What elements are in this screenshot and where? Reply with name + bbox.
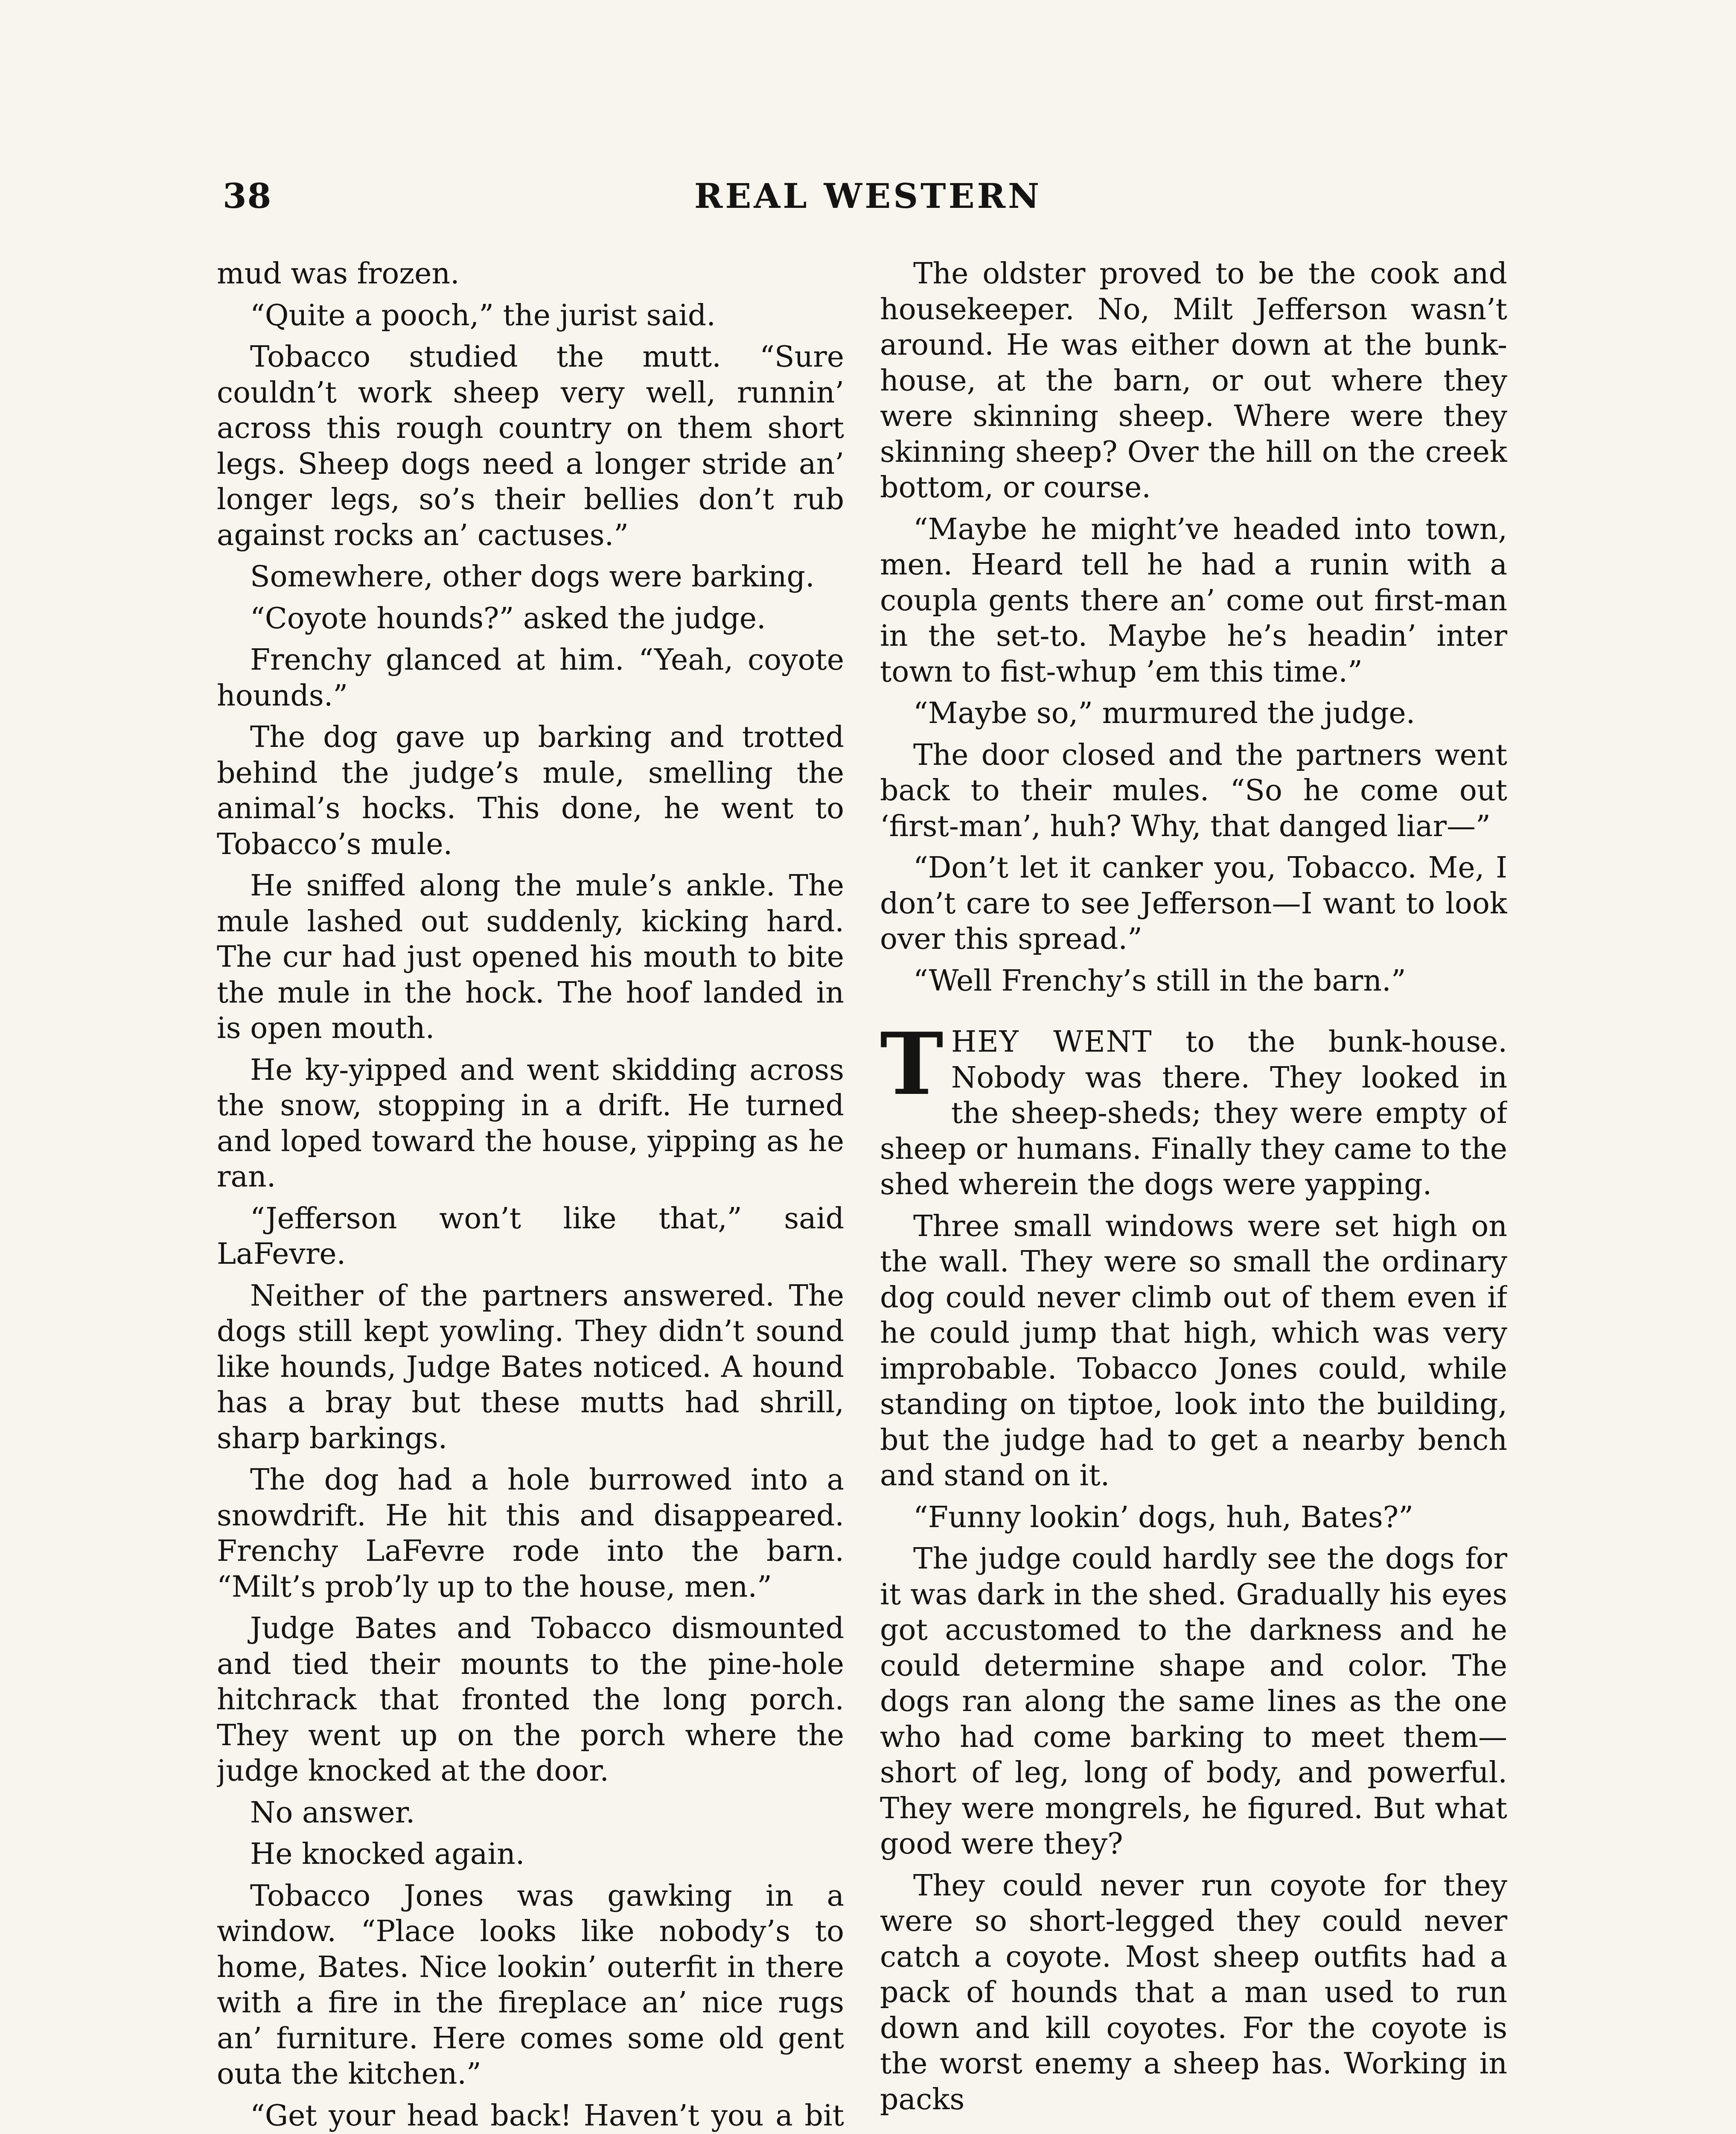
running-head: REAL WESTERN — [694, 176, 1042, 216]
paragraph: They could never run coyote for they were so short-legged they could never catch a coyote. Most sheep outfits had a pack of hounds that a man used to run down and kill coyotes. For the coyote is the worst enemy a sheep has. Working in packs — [880, 1869, 1507, 2117]
paragraph: “Don’t let it canker you, Tobacco. Me, I don’t care to see Jefferson—I want to look over this spread.” — [880, 851, 1507, 956]
paragraph: “Coyote hounds?” asked the judge. — [250, 601, 766, 636]
paragraph: Tobacco studied the mutt. “Sure couldn’t work sheep very well, runnin’ across this rough country on them short legs. Sheep dogs need a longer stride an’ longer legs, so’s their bellies don’t rub against rocks an’ cactuses.” — [217, 340, 844, 552]
paragraph: “Get your head back! Haven’t you a bit — [250, 2099, 844, 2133]
paragraph: mud was frozen. — [217, 257, 460, 291]
paragraph: Three small windows were set high on the wall. They were so small the ordinary dog could never climb out of them even if he could jump that high, which was very improbable. Tobacco Jones could, while standing on tiptoe, look into the building, but the judge had to get a nearby bench and stand on it. — [880, 1209, 1507, 1493]
section-break-text: to the bunk-house. Nobody was there. They looked in the sheep-sheds; they were empty of sheep or humans. Finally they came to the shed wherein the dogs were yapping. — [880, 1025, 1507, 1201]
paragraph: “Well Frenchy’s still in the barn.” — [913, 964, 1406, 998]
section-break-paragraph — [880, 1014, 1507, 1203]
paragraph: The judge could hardly see the dogs for it was dark in the shed. Gradually his eyes got accustomed to the darkness and he could determine shape and color. The dogs ran along the same lines as the one who had come barking to meet them—short of leg, long of body, and powerful. They were mongrels, he figured. But what good were they? — [880, 1542, 1507, 1861]
right-column — [880, 256, 1507, 2134]
paragraph: The dog gave up barking and trotted behind the judge’s mule, smelling the animal’s hocks. This done, he went to Tobacco’s mule. — [217, 720, 844, 861]
paragraph: “Funny lookin’ dogs, huh, Bates?” — [913, 1500, 1413, 1534]
lead-in: HEY WENT — [951, 1025, 1153, 1059]
paragraph: The dog had a hole burrowed into a snowdrift. He hit this and disappeared. Frenchy LaFevre rode into the barn. “Milt’s prob’ly up to the house, men.” — [217, 1463, 844, 1604]
paragraph: The door closed and the partners went back to their mules. “So he come out ‘first-man’, huh? Why, that danged liar—” — [880, 738, 1507, 843]
paragraph: The oldster proved to be the cook and housekeeper. No, Milt Jefferson wasn’t around. He was either down at the bunk-house, at the barn, or out where they were skinning sheep. Where were they skinning sheep? Over the hill on the creek bottom, or course. — [880, 257, 1507, 504]
paragraph: Somewhere, other dogs were barking. — [250, 560, 815, 594]
paragraph: Frenchy glanced at him. “Yeah, coyote hounds.” — [217, 643, 844, 713]
paragraph: Tobacco Jones was gawking in a window. “Place looks like nobody’s to home, Bates. Nice lookin’ outerfit in there with a fire in the fireplace an’ nice rugs an’ furniture. Here comes some old gent outa the kitchen.” — [217, 1879, 844, 2091]
left-column — [217, 256, 844, 2134]
paragraph: Judge Bates and Tobacco dismounted and tied their mounts to the pine-hole hitchrack that fronted the long porch. They went up on the porch where the judge knocked at the door. — [217, 1612, 844, 1788]
drop-cap: T — [880, 1014, 944, 1114]
paragraph: “Maybe so,” murmured the judge. — [913, 697, 1416, 730]
paragraph: Neither of the partners answered. The dogs still kept yowling. They didn’t sound like hounds, Judge Bates noticed. A hound has a bray but these mutts had shrill, sharp barkings. — [217, 1279, 844, 1455]
paragraph: “Quite a pooch,” the jurist said. — [250, 298, 716, 332]
paragraph: No answer. — [250, 1796, 415, 1830]
page-number: 38 — [223, 176, 272, 216]
paragraph: “Jefferson won’t like that,” said LaFevre. — [217, 1201, 844, 1271]
paragraph: He ky-yipped and went skidding across the snow, stopping in a drift. He turned and loped toward the house, yipping as he ran. — [217, 1053, 844, 1194]
paragraph: He sniffed along the mule’s ankle. The mule lashed out suddenly, kicking hard. The cur had just opened his mouth to bite the mule in the hock. The hoof landed in is open mouth. — [217, 869, 844, 1045]
paragraph: He knocked again. — [250, 1837, 525, 1871]
paragraph: “Maybe he might’ve headed into town, men. Heard tell he had a runin with a coupla gents there an’ come out first-man in the set-to. Maybe he’s headin’ inter town to fist-whup ’em this time.” — [880, 512, 1507, 689]
